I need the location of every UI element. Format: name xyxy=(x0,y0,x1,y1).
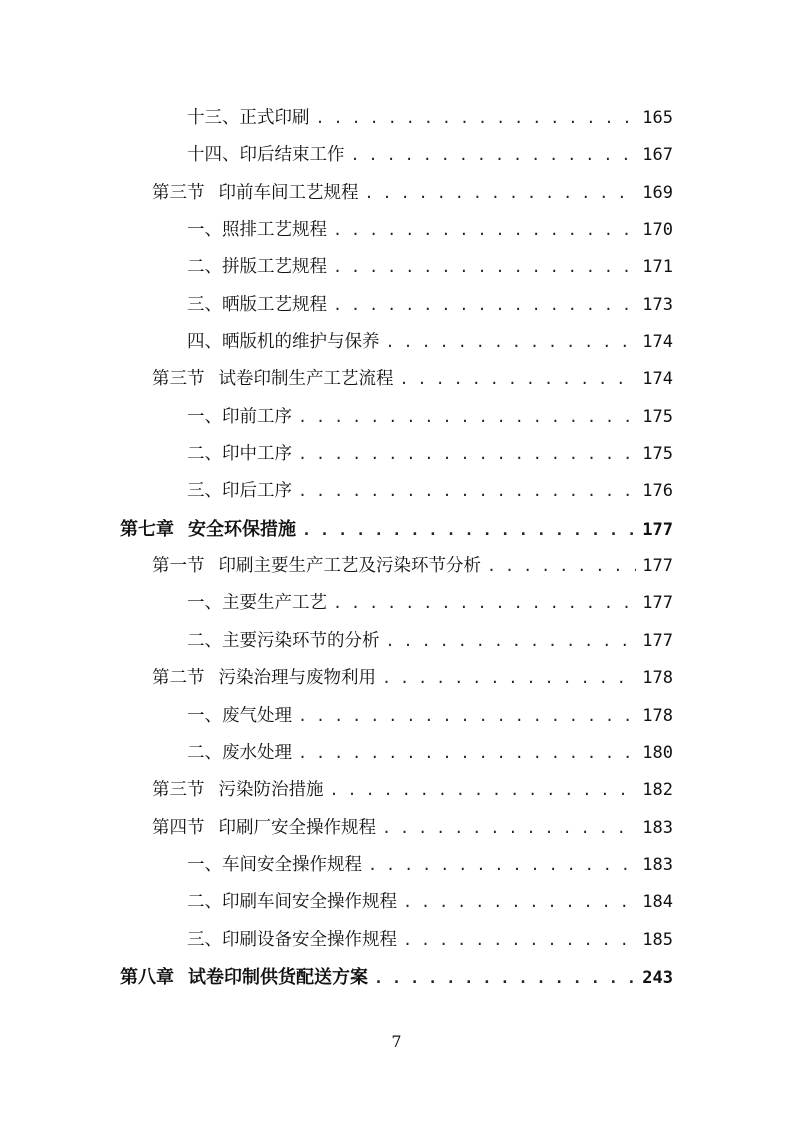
toc-entry-item[interactable] xyxy=(120,324,673,361)
dot-leader xyxy=(298,735,636,772)
toc-entry-section[interactable] xyxy=(120,548,673,585)
toc-entry-item[interactable] xyxy=(120,884,673,921)
dot-leader xyxy=(403,922,636,959)
toc-entry-title xyxy=(187,922,397,959)
toc-entry-item[interactable] xyxy=(120,436,673,473)
toc-entry-page: 167 xyxy=(642,145,673,166)
toc-entry-page: 177 xyxy=(642,519,673,540)
toc-entry-page: 177 xyxy=(642,556,673,577)
dot-leader xyxy=(298,473,636,510)
toc-entry-item[interactable] xyxy=(120,137,673,174)
toc-entry-item[interactable] xyxy=(120,287,673,324)
toc-entry-label: 一、车间安全操作规程 xyxy=(187,854,362,875)
toc-entry-page: 180 xyxy=(642,742,673,763)
dot-leader xyxy=(386,324,637,361)
toc-entry-page: 174 xyxy=(642,332,673,353)
toc-entry-page: 165 xyxy=(642,108,673,128)
dot-leader xyxy=(298,436,636,473)
toc-entry-chapter[interactable] xyxy=(120,959,673,996)
toc-entry-title xyxy=(187,324,380,361)
toc-entry-section[interactable] xyxy=(120,810,673,847)
dot-leader xyxy=(333,585,636,622)
toc-entry-label: 四、晒版机的维护与保养 xyxy=(187,332,380,353)
toc-entry-label: 试卷印制供货配送方案 xyxy=(188,966,368,988)
toc-entry-page: 175 xyxy=(642,444,673,465)
toc-entry-label: 三、印后工序 xyxy=(187,481,292,502)
toc-entry-title xyxy=(187,473,292,510)
toc-entry-label: 三、印刷设备安全操作规程 xyxy=(187,929,397,950)
toc-entry-page: 169 xyxy=(642,182,673,203)
toc-entry-number: 第四节 xyxy=(152,817,205,838)
toc-entry-item[interactable] xyxy=(120,249,673,286)
toc-entry-number: 第一节 xyxy=(152,556,205,577)
toc-entry-section[interactable] xyxy=(120,772,673,809)
toc-entry-title xyxy=(187,100,310,137)
toc-entry-title xyxy=(187,249,327,286)
dot-leader xyxy=(330,772,637,809)
page-number: 7 xyxy=(391,1032,402,1051)
toc-entry-item[interactable] xyxy=(120,922,673,959)
toc-entry-label: 印刷主要生产工艺及污染环节分析 xyxy=(218,556,481,577)
toc-entry-title xyxy=(187,436,292,473)
toc-entry-title xyxy=(152,548,481,585)
dot-leader xyxy=(368,847,636,884)
dot-leader xyxy=(382,810,636,847)
toc-entry-item[interactable] xyxy=(120,585,673,622)
dot-leader xyxy=(333,249,636,286)
toc-entry-page: 183 xyxy=(642,854,673,875)
toc-entry-title xyxy=(187,287,327,324)
toc-entry-item[interactable] xyxy=(120,735,673,772)
dot-leader xyxy=(374,960,636,997)
toc-entry-number: 第二节 xyxy=(152,668,205,689)
toc-entry-page: 174 xyxy=(642,369,673,390)
toc-entry-section[interactable] xyxy=(120,361,673,398)
toc-entry-label: 三、晒版工艺规程 xyxy=(187,294,327,315)
toc-entry-number: 第三节 xyxy=(152,182,205,203)
toc-entry-label: 二、印中工序 xyxy=(187,444,292,465)
dot-leader xyxy=(365,175,637,212)
dot-leader xyxy=(298,698,636,735)
toc-entry-label: 试卷印制生产工艺流程 xyxy=(218,369,394,390)
toc-entry-title xyxy=(152,361,394,398)
toc-entry-page: 183 xyxy=(642,817,673,838)
toc-entry-label: 污染防治措施 xyxy=(218,780,324,801)
toc-entry-title xyxy=(187,735,292,772)
toc-entry-page: 171 xyxy=(642,257,673,278)
toc-entry-item[interactable] xyxy=(120,212,673,249)
toc-entry-page: 177 xyxy=(642,593,673,614)
toc-entry-page: 175 xyxy=(642,406,673,427)
toc-entry-label: 印刷厂安全操作规程 xyxy=(218,817,376,838)
toc-entry-label: 一、废气处理 xyxy=(187,705,292,726)
toc-entry-page: 176 xyxy=(642,481,673,502)
toc-entry-number: 第八章 xyxy=(120,966,174,988)
toc-entry-number: 第三节 xyxy=(152,369,205,390)
dot-leader xyxy=(316,100,637,137)
toc-entry-label: 一、印前工序 xyxy=(187,406,292,427)
toc-entry-page: 178 xyxy=(642,705,673,726)
dot-leader xyxy=(403,884,636,921)
toc-entry-item[interactable] xyxy=(120,399,673,436)
toc-entry-title xyxy=(187,884,397,921)
toc-entry-label: 十四、印后结束工作 xyxy=(187,145,345,166)
toc-entry-item[interactable] xyxy=(120,847,673,884)
toc-entry-item[interactable] xyxy=(120,473,673,510)
toc-entry-title xyxy=(187,137,345,174)
toc-entry-label: 安全环保措施 xyxy=(188,518,296,540)
toc-entry-page: 185 xyxy=(642,929,673,950)
toc-entry-title xyxy=(120,511,296,548)
toc-entry-item[interactable] xyxy=(120,698,673,735)
dot-leader xyxy=(333,287,636,324)
toc-entry-page: 173 xyxy=(642,294,673,315)
dot-leader xyxy=(400,361,637,398)
toc-entry-label: 印前车间工艺规程 xyxy=(218,182,359,203)
toc-entry-page: 243 xyxy=(642,967,673,988)
toc-entry-page: 170 xyxy=(642,220,673,241)
toc-entry-label: 污染治理与废物利用 xyxy=(218,668,376,689)
toc-entry-label: 二、主要污染环节的分析 xyxy=(187,630,380,651)
dot-leader xyxy=(298,399,636,436)
toc-entry-title xyxy=(120,959,368,996)
toc-entry-item[interactable] xyxy=(120,623,673,660)
toc-entry-page: 177 xyxy=(642,630,673,651)
toc-entry-page: 184 xyxy=(642,892,673,913)
toc-entry-label: 二、印刷车间安全操作规程 xyxy=(187,892,397,913)
toc-entry-item[interactable] xyxy=(120,100,673,137)
toc-entry-title xyxy=(152,810,376,847)
toc-entry-number: 第三节 xyxy=(152,780,205,801)
dot-leader xyxy=(487,548,636,585)
toc-entry-section[interactable] xyxy=(120,175,673,212)
toc-entry-title xyxy=(187,698,292,735)
toc-entry-title xyxy=(187,399,292,436)
dot-leader xyxy=(386,623,637,660)
toc-entry-title xyxy=(187,585,327,622)
toc-entry-label: 一、照排工艺规程 xyxy=(187,220,327,241)
toc-entry-title xyxy=(187,623,380,660)
toc-entry-title xyxy=(187,847,362,884)
toc-entry-label: 一、主要生产工艺 xyxy=(187,593,327,614)
table-of-contents xyxy=(120,100,673,996)
toc-entry-number: 第七章 xyxy=(120,518,174,540)
toc-entry-page: 182 xyxy=(642,780,673,801)
toc-entry-label: 二、废水处理 xyxy=(187,742,292,763)
toc-entry-title xyxy=(152,772,324,809)
toc-entry-title xyxy=(187,212,327,249)
dot-leader xyxy=(382,660,636,697)
toc-entry-chapter[interactable] xyxy=(120,511,673,548)
toc-entry-title xyxy=(152,660,376,697)
toc-entry-page: 178 xyxy=(642,668,673,689)
dot-leader xyxy=(302,512,636,549)
toc-entry-label: 十三、正式印刷 xyxy=(187,108,310,128)
toc-entry-label: 二、拼版工艺规程 xyxy=(187,257,327,278)
dot-leader xyxy=(351,137,637,174)
toc-entry-section[interactable] xyxy=(120,660,673,697)
toc-entry-title xyxy=(152,175,359,212)
dot-leader xyxy=(333,212,636,249)
